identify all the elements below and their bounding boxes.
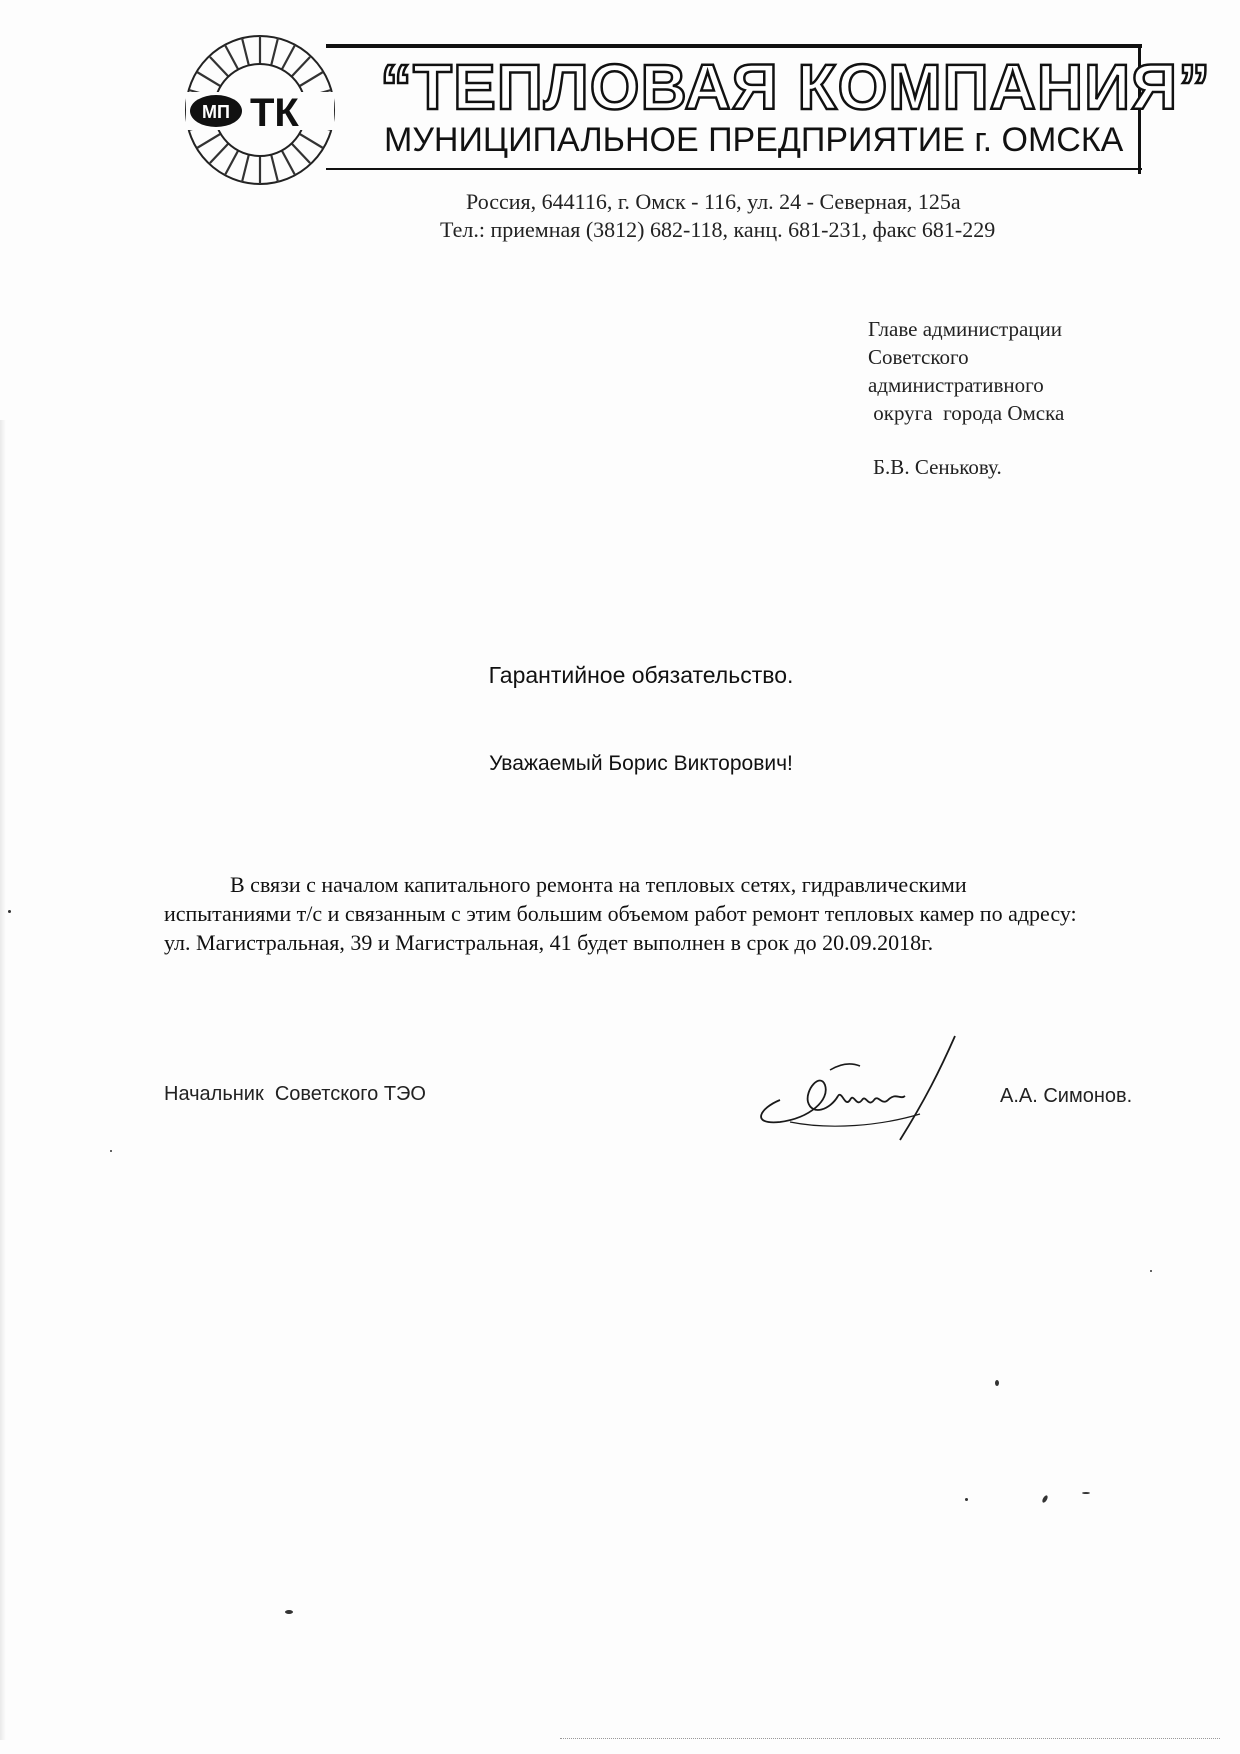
letterhead-rule-bottom: [326, 168, 1142, 170]
scan-speck: [8, 910, 11, 913]
svg-text:ТК: ТК: [250, 91, 299, 135]
body-paragraph: В связи с началом капитального ремонта на тепловых сетях, гидравлическими испытаниями т/с и связанным с этим большим объемом работ ремонт тепловых камер по адресу: ул. Магистральная, 39 и Магистральная, 41 будет выполнен в срок до 20.09.2018г.: [164, 872, 1077, 955]
company-logo: [180, 30, 340, 190]
signatory-position: Начальник Советского ТЭО: [164, 1083, 426, 1105]
addressee-line: Советского: [868, 345, 969, 369]
scan-speck: [1150, 1270, 1152, 1272]
company-name: “ТЕПЛОВАЯ КОМПАНИЯ”: [380, 51, 1212, 123]
scan-speck: [965, 1498, 968, 1501]
scan-speck: [285, 1610, 293, 1614]
handwritten-signature: [750, 1030, 980, 1150]
salutation: Уважаемый Борис Викторович!: [489, 752, 793, 775]
scan-speck: [1082, 1492, 1090, 1494]
scan-speck: [1041, 1495, 1048, 1504]
addressee-name: Б.В. Сенькову.: [873, 455, 1002, 479]
signatory-name: А.А. Симонов.: [1000, 1085, 1133, 1107]
company-address: [440, 188, 1140, 244]
addressee-line: административного: [868, 373, 1044, 397]
address-line: Россия, 644116, г. Омск - 116, ул. 24 - Северная, 125а: [466, 189, 961, 214]
scan-shadow: [0, 420, 6, 1740]
addressee-line: округа города Омска: [868, 401, 1065, 425]
scan-speck: [995, 1380, 999, 1386]
phone-line: Тел.: приемная (3812) 682-118, канц. 681-231, факс 681-229: [440, 217, 996, 242]
logo-emblem: [186, 91, 334, 135]
addressee-line: Главе администрации: [868, 317, 1063, 341]
company-subtitle: МУНИЦИПАЛЬНОЕ ПРЕДПРИЯТИЕ г. ОМСКА: [384, 121, 1124, 159]
addressee-block: [868, 315, 1208, 481]
scan-edge-line: [560, 1738, 1220, 1739]
document-title: Гарантийное обязательство.: [488, 662, 794, 688]
scan-speck: [110, 1150, 112, 1152]
letterhead-rule-top: [326, 44, 1142, 48]
svg-text:МП: МП: [202, 102, 230, 122]
